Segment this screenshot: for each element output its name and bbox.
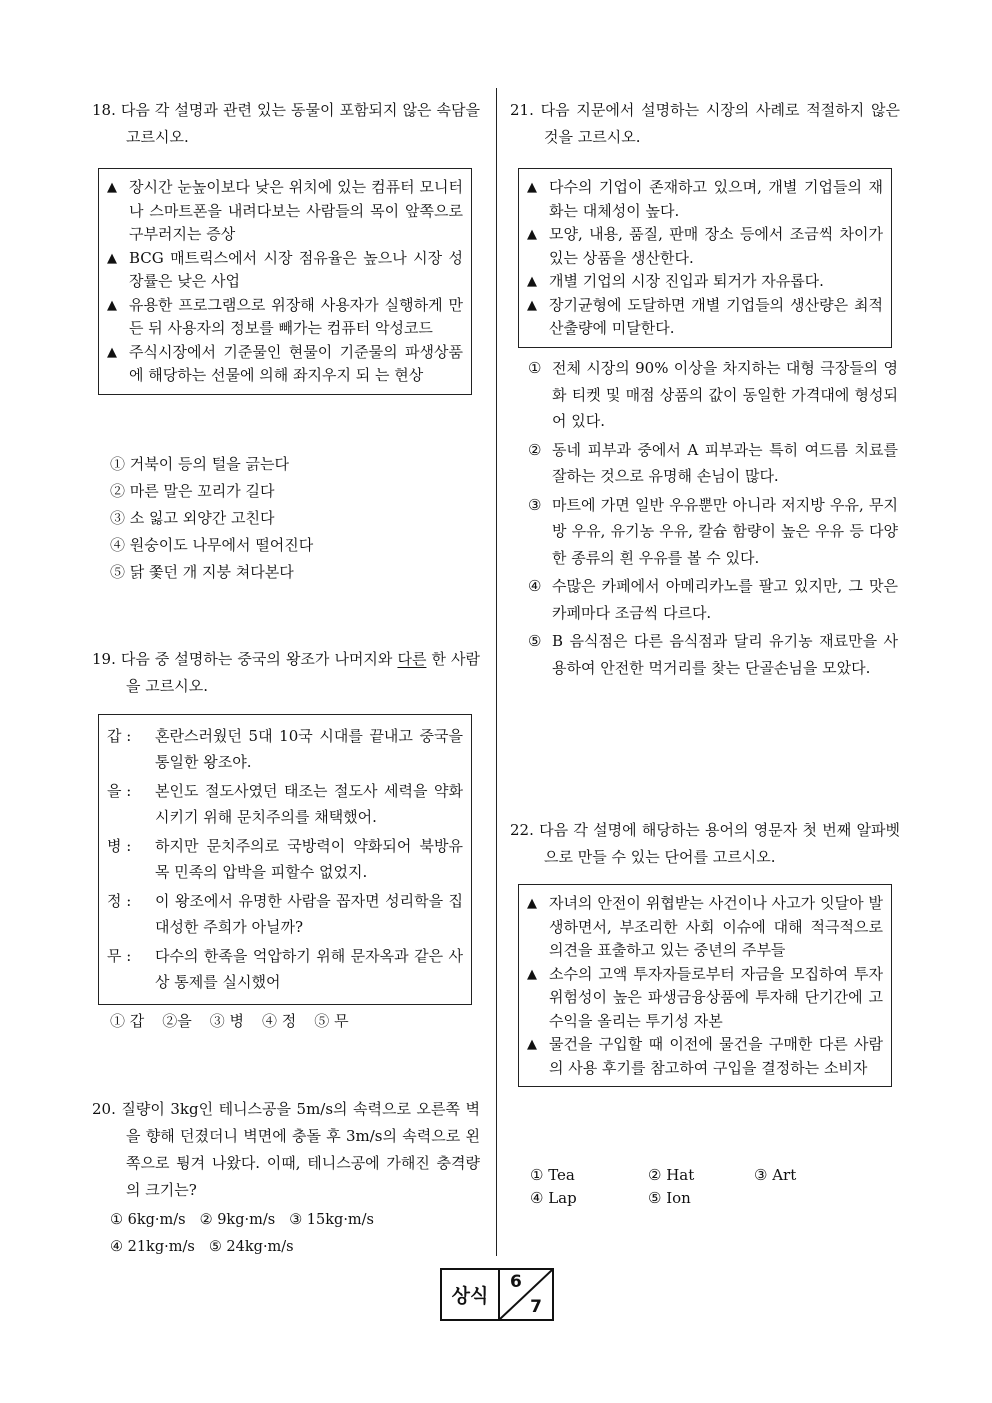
question-20-options	[110, 1207, 470, 1261]
option-1[interactable]: ① 6kg·m/s	[110, 1212, 186, 1228]
question-20-title: 20. 질량이 3kg인 테니스공을 5m/s의 속력으로 오른쪽 벽을 향해 던졌더니 벽면에 충돌 후 3m/s의 속력으로 왼쪽으로 튕겨 나왔다. 이때, 테니스공에 가해진 충격량의 크기는?	[92, 1100, 480, 1199]
option-5[interactable]: ⑤ B 음식점은 다른 음식점과 달리 유기농 재료만을 사용하여 안전한 먹거리를 찾는 단골손님을 모았다.	[528, 632, 898, 677]
page-fraction	[500, 1270, 552, 1319]
option-3[interactable]: ③ 병	[209, 1012, 245, 1030]
question-18	[92, 97, 480, 151]
question-19-box	[98, 714, 472, 1005]
option-2[interactable]: ② 9kg·m/s	[199, 1212, 276, 1228]
option-5[interactable]: ⑤ Ion	[648, 1189, 691, 1207]
box-item: ▲ 유용한 프로그램으로 위장해 사용자가 실행하게 만든 뒤 사용자의 정보를 빼가는 컴퓨터 악성코드	[107, 294, 463, 341]
question-21	[510, 97, 900, 151]
triangle-icon: ▲	[527, 274, 537, 289]
triangle-icon: ▲	[527, 227, 537, 242]
box-item: ▲ BCG 매트릭스에서 시장 점유율은 높으나 시장 성장률은 낮은 사업	[107, 247, 463, 294]
option-2[interactable]: ② 동네 피부과 중에서 A 피부과는 특히 여드름 치료를 잘하는 것으로 유명해 손님이 많다.	[528, 440, 898, 485]
question-19-options	[110, 1008, 349, 1035]
triangle-icon: ▲	[107, 297, 117, 313]
question-18-options	[110, 451, 313, 586]
option-3[interactable]: ③ 마트에 가면 일반 우유뿐만 아니라 저지방 우유, 무지방 우유, 유기농 우유, 칼슘 함량이 높은 우유 등 다양한 종류의 흰 우유를 볼 수 있다.	[528, 495, 898, 567]
question-22-title: 22. 다음 각 설명에 해당하는 용어의 영문자 첫 번째 알파벳으로 만들 수 있는 단어를 고르시오.	[510, 821, 900, 866]
dialogue-line: 정 : 이 왕조에서 유명한 사람을 꼽자면 성리학을 집대성한 주희가 아닐까?	[107, 892, 463, 936]
triangle-icon: ▲	[527, 896, 537, 911]
column-divider	[496, 88, 497, 1256]
triangle-icon: ▲	[527, 1037, 537, 1052]
box-item: ▲ 다수의 기업이 존재하고 있으며, 개별 기업들의 재화는 대체성이 높다.	[527, 176, 883, 223]
question-22	[510, 817, 900, 871]
box-item: ▲ 물건을 구입할 때 이전에 물건을 구매한 다른 사람의 사용 후기를 참고하여 구입을 결정하는 소비자	[527, 1033, 883, 1080]
question-21-options	[528, 355, 898, 681]
question-22-options	[530, 1164, 796, 1210]
option-4[interactable]: ④ 원숭이도 나무에서 떨어진다	[110, 536, 314, 554]
option-2[interactable]: ②을	[162, 1012, 192, 1030]
question-18-box	[98, 168, 472, 395]
triangle-icon: ▲	[527, 180, 537, 195]
box-item: ▲ 개별 기업의 시장 진입과 퇴거가 자유롭다.	[527, 270, 883, 294]
total-pages: 7	[530, 1297, 542, 1317]
triangle-icon: ▲	[107, 344, 117, 360]
subject-label: 상식	[442, 1270, 500, 1319]
option-4[interactable]: ④ 정	[262, 1012, 297, 1030]
option-1[interactable]: ① 거북이 등의 털을 긁는다	[110, 455, 289, 473]
box-item: ▲ 소수의 고액 투자자들로부터 자금을 모집하여 투자 위험성이 높은 파생금융상품에 투자해 단기간에 고수익을 올리는 투기성 자본	[527, 963, 883, 1034]
dialogue-line: 무 : 다수의 한족을 억압하기 위해 문자옥과 같은 사상 통제를 실시했어	[107, 947, 463, 991]
option-5[interactable]: ⑤ 무	[314, 1012, 349, 1030]
question-21-box	[518, 168, 892, 348]
box-item: ▲ 자녀의 안전이 위협받는 사건이나 사고가 잇달아 발생하면서, 부조리한 사회 이슈에 대해 적극적으로 의견을 표출하고 있는 중년의 주부들	[527, 892, 883, 963]
triangle-icon: ▲	[107, 250, 117, 266]
current-page: 6	[510, 1272, 522, 1292]
option-3[interactable]: ③ Art	[754, 1166, 797, 1184]
question-19	[92, 646, 480, 700]
question-22-box	[518, 884, 892, 1087]
dialogue-line: 병 : 하지만 문치주의로 국방력이 약화되어 북방유목 민족의 압박을 피할수 없었지.	[107, 837, 463, 881]
question-21-title: 21. 다음 지문에서 설명하는 시장의 사례로 적절하지 않은 것을 고르시오.	[510, 101, 900, 146]
option-5[interactable]: ⑤ 닭 쫓던 개 지붕 쳐다본다	[110, 563, 294, 581]
box-item: ▲ 모양, 내용, 품질, 판매 장소 등에서 조금씩 차이가 있는 상품을 생산한다.	[527, 223, 883, 270]
box-item: ▲ 장시간 눈높이보다 낮은 위치에 있는 컴퓨터 모니터나 스마트폰을 내려다보는 사람들의 목이 앞쪽으로 구부러지는 증상	[107, 176, 463, 247]
option-5[interactable]: ⑤ 24kg·m/s	[208, 1239, 294, 1255]
option-4[interactable]: ④ 수많은 카페에서 아메리카노를 팔고 있지만, 그 맛은 카페마다 조금씩 다르다.	[528, 577, 898, 622]
option-4[interactable]: ④ 21kg·m/s	[110, 1239, 195, 1255]
box-item: ▲ 주식시장에서 기준물인 현물이 기준물의 파생상품에 해당하는 선물에 의해 좌지우지 되 는 현상	[107, 341, 463, 388]
underlined-word: 다른	[397, 650, 427, 668]
page-number-badge	[440, 1268, 554, 1321]
option-2[interactable]: ② Hat	[648, 1166, 695, 1184]
option-1[interactable]: ① 전체 시장의 90% 이상을 차지하는 대형 극장들의 영화 티켓 및 매점 상품의 값이 동일한 가격대에 형성되어 있다.	[528, 359, 898, 430]
triangle-icon: ▲	[527, 966, 537, 982]
dialogue-line: 을 : 본인도 절도사였던 태조는 절도사 세력을 약화시키기 위해 문치주의를 채택했어.	[107, 782, 463, 826]
triangle-icon: ▲	[527, 297, 537, 313]
question-18-title: 18. 다음 각 설명과 관련 있는 동물이 포함되지 않은 속담을 고르시오.	[92, 101, 480, 146]
dialogue-line: 갑 : 혼란스러웠던 5대 10국 시대를 끝내고 중국을 통일한 왕조야.	[107, 727, 463, 771]
option-1[interactable]: ① 갑	[110, 1012, 145, 1030]
box-item: ▲ 장기균형에 도달하면 개별 기업들의 생산량은 최적 산출량에 미달한다.	[527, 294, 883, 341]
option-3[interactable]: ③ 소 잃고 외양간 고친다	[110, 509, 275, 527]
option-2[interactable]: ② 마른 말은 꼬리가 길다	[110, 482, 275, 500]
option-3[interactable]: ③ 15kg·m/s	[289, 1212, 374, 1228]
option-1[interactable]: ① Tea	[530, 1166, 575, 1184]
question-19-title: 19. 다음 중 설명하는 중국의 왕조가 나머지와 다른 한 사람을 고르시오.	[92, 650, 480, 695]
question-20	[92, 1096, 480, 1204]
option-4[interactable]: ④ Lap	[530, 1189, 577, 1207]
fraction-slash-icon	[500, 1270, 552, 1319]
triangle-icon: ▲	[107, 180, 117, 195]
